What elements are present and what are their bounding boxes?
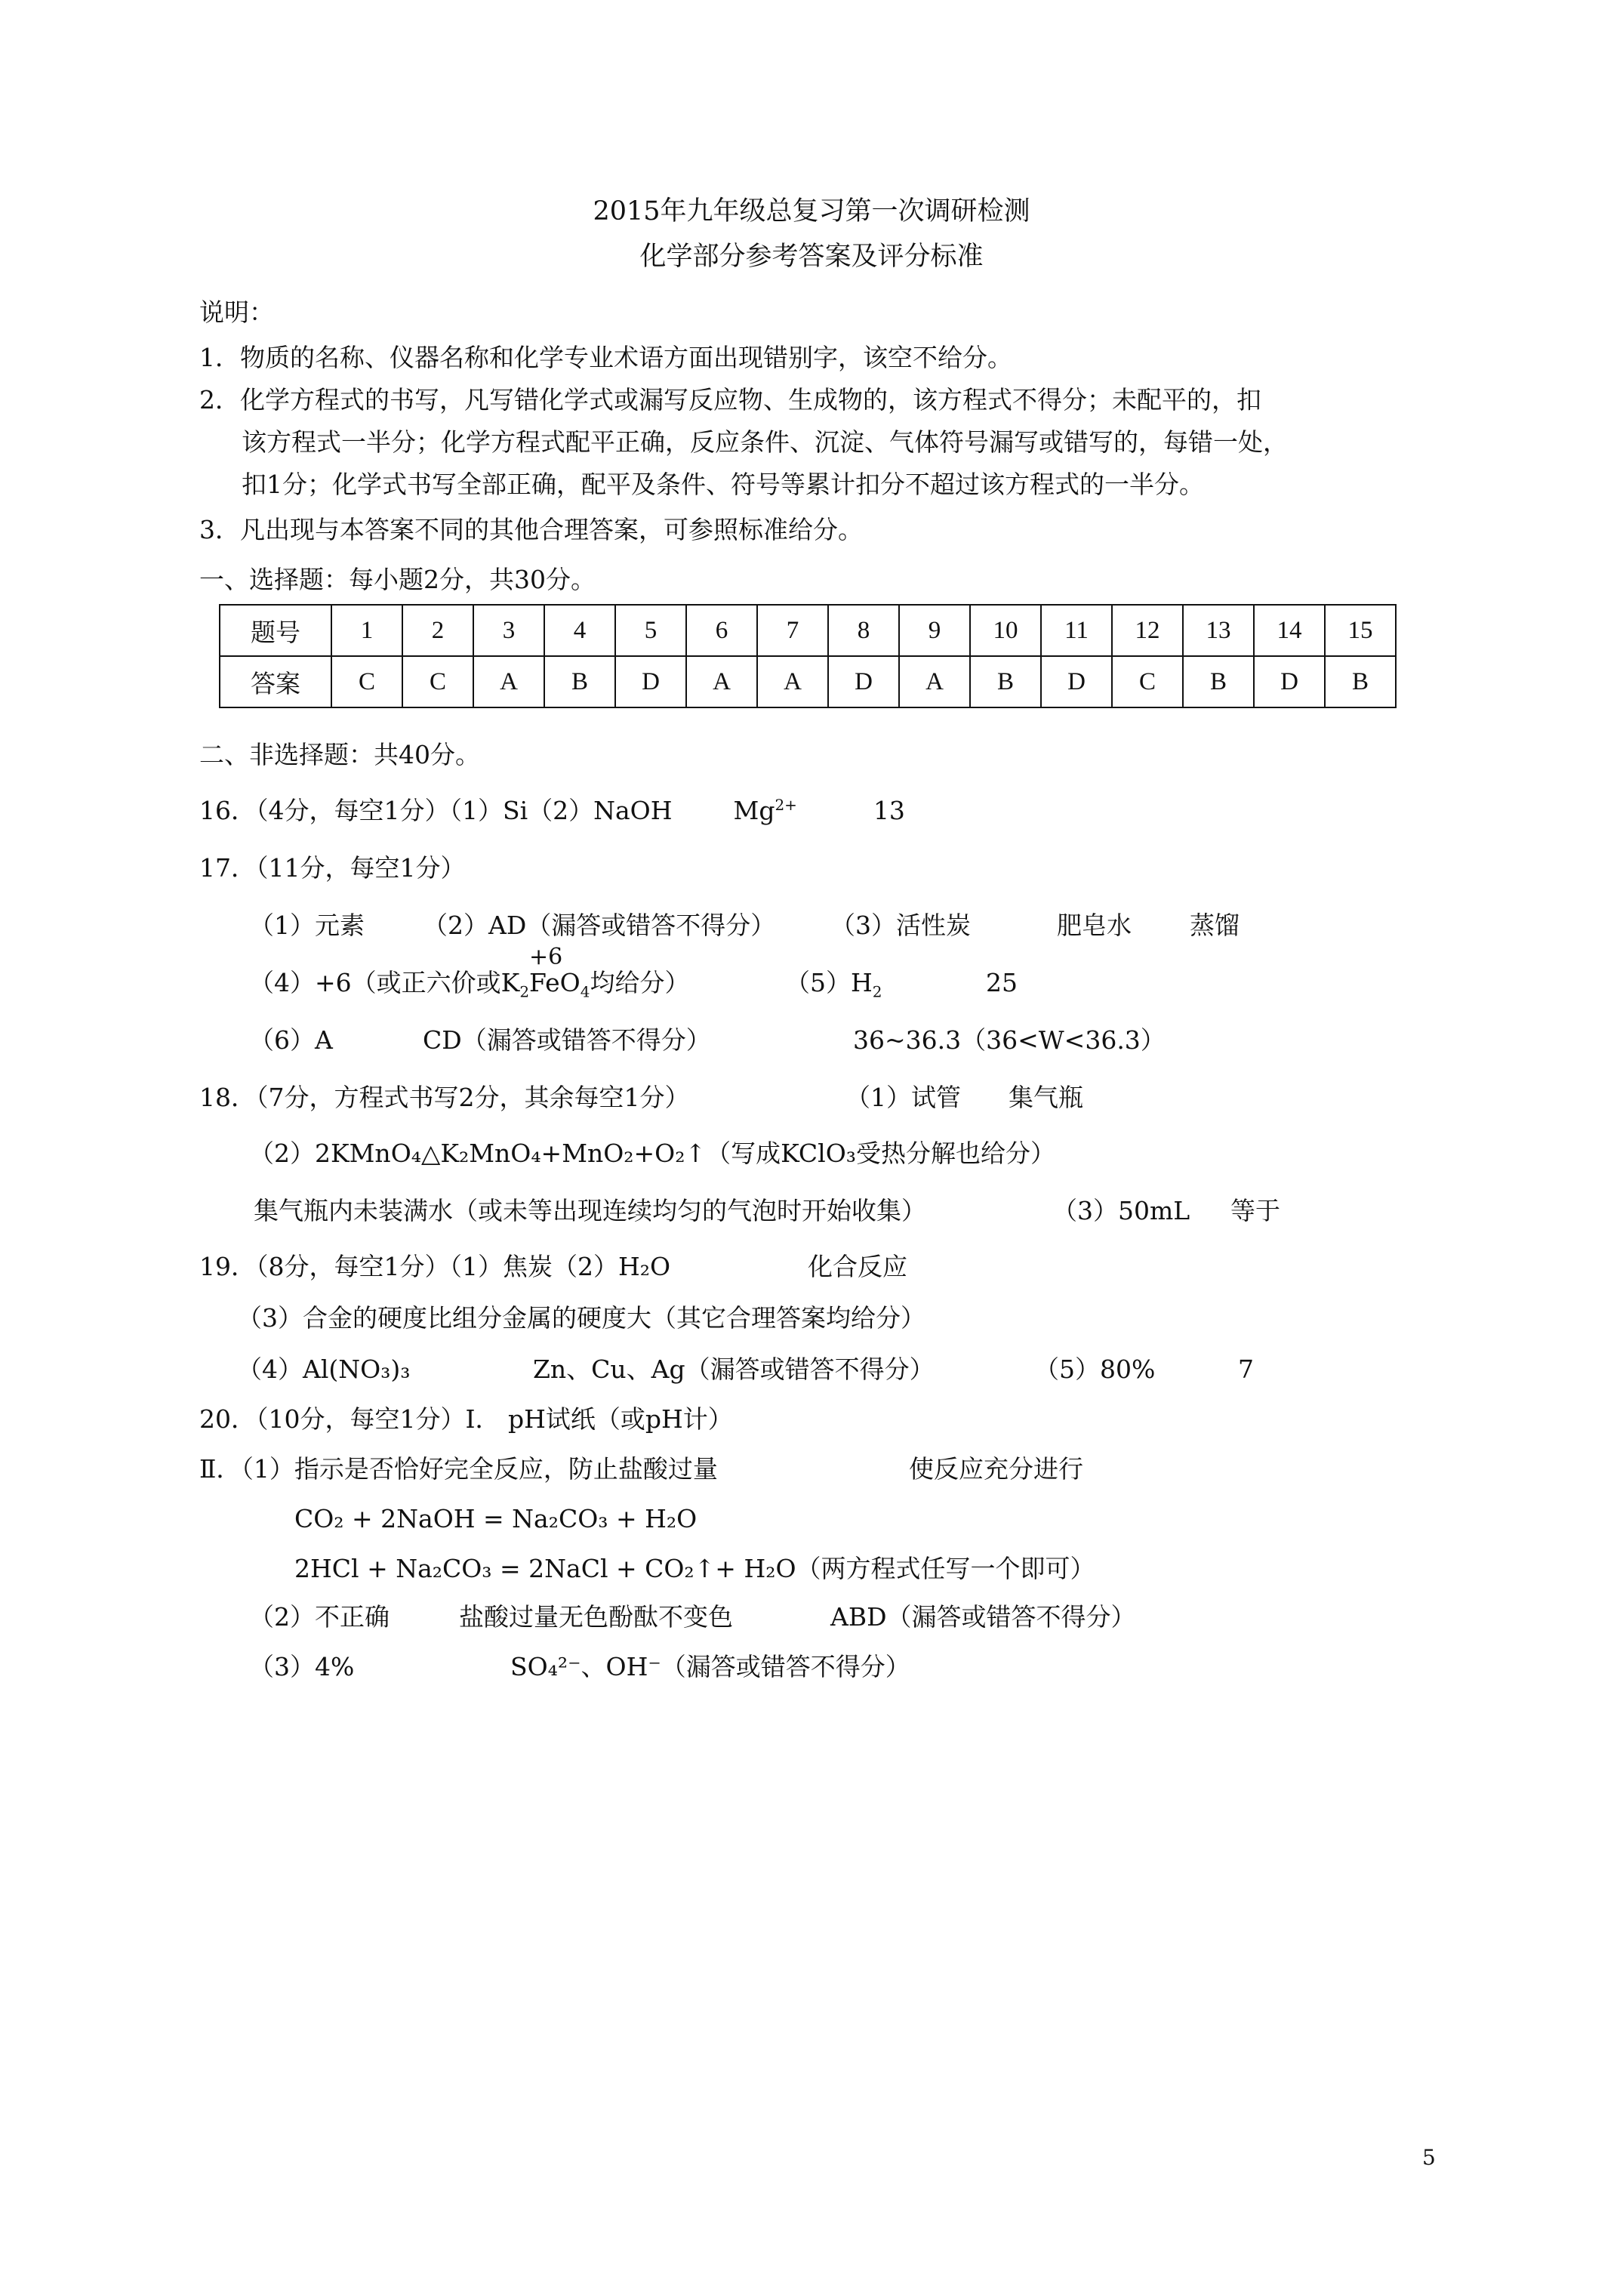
q17-2: （2）AD（漏答或错答不得分） <box>423 911 776 940</box>
page-title: 2015年九年级总复习第一次调研检测 <box>593 196 1030 227</box>
q17-3b: 肥皂水 <box>1057 911 1132 940</box>
q18-1: （1）试管 <box>845 1083 961 1112</box>
q17-5b: 25 <box>986 968 1018 997</box>
q17-4-text: （4）+6（或正六价或 <box>249 968 501 997</box>
table-cell: B <box>970 656 1041 707</box>
table-cell: 3 <box>473 605 544 656</box>
q16-mg: Mg <box>733 796 775 825</box>
table-cell: D <box>615 656 686 707</box>
table-cell: A <box>757 656 828 707</box>
table-header-number: 题号 <box>220 605 331 656</box>
answer-table <box>219 604 1397 708</box>
table-cell: C <box>402 656 473 707</box>
q19-heading: 19．（8分，每空1分）（1）焦炭（2）H₂O <box>199 1252 671 1281</box>
q20-equation-1: CO₂ + 2NaOH = Na₂CO₃ + H₂O <box>294 1504 698 1533</box>
table-cell: D <box>1254 656 1325 707</box>
table-row <box>220 605 1396 656</box>
q17-3: （3）活性炭 <box>830 911 971 940</box>
q19-2b: 化合反应 <box>808 1252 907 1281</box>
table-cell: A <box>686 656 757 707</box>
table-header-answer: 答案 <box>220 656 331 707</box>
q20-heading: 20．（10分，每空1分）Ⅰ． pH试纸（或pH计） <box>199 1404 733 1434</box>
table-cell: A <box>899 656 970 707</box>
table-cell: B <box>1325 656 1396 707</box>
table-cell: 15 <box>1325 605 1396 656</box>
q20-ii-3b: SO₄²⁻、OH⁻（漏答或错答不得分） <box>510 1652 910 1681</box>
table-cell: 14 <box>1254 605 1325 656</box>
q20-ii-2b: 盐酸过量无色酚酞不变色 <box>459 1602 733 1632</box>
page-subtitle: 化学部分参考答案及评分标准 <box>639 242 984 272</box>
table-cell: 7 <box>757 605 828 656</box>
note-2: 2．化学方程式的书写，凡写错化学式或漏写反应物、生成物的，该方程式不得分；未配平的，扣 <box>199 385 1261 415</box>
q20-ii-2c: ABD（漏答或错答不得分） <box>830 1602 1136 1632</box>
q18-2-note: 集气瓶内未装满水（或未等出现连续均匀的气泡时开始收集） <box>254 1196 926 1225</box>
note-2-cont2: 扣1分；化学式书写全部正确，配平及条件、符号等累计扣分不超过该方程式的一半分。 <box>242 470 1204 499</box>
q17-4 <box>249 944 690 1001</box>
q19-5: （5）80% <box>1034 1354 1156 1384</box>
q18-2-equation: （2）2KMnO₄△K₂MnO₄+MnO₂+O₂↑（写成KClO₃受热分解也给分） <box>249 1139 1055 1168</box>
q18-heading: 18．（7分，方程式书写2分，其余每空1分） <box>199 1083 690 1112</box>
q16-mg-charge: 2+ <box>775 796 797 814</box>
q20-ii-1b: 使反应充分进行 <box>909 1454 1083 1484</box>
q19-3: （3）合金的硬度比组分金属的硬度大（其它合理答案均给分） <box>237 1303 925 1333</box>
table-cell: 11 <box>1041 605 1112 656</box>
table-cell: 6 <box>686 605 757 656</box>
note-3: 3．凡出现与本答案不同的其他合理答案，可参照标准给分。 <box>199 515 863 544</box>
table-cell: 8 <box>828 605 899 656</box>
q17-3c: 蒸馏 <box>1190 911 1240 940</box>
q19-4: （4）Al(NO₃)₃ <box>237 1354 411 1384</box>
table-row <box>220 656 1396 707</box>
table-cell: B <box>1183 656 1254 707</box>
q18-3b: 等于 <box>1230 1196 1280 1225</box>
q16-text: 16．（4分，每空1分）（1）Si（2）NaOH <box>199 796 673 825</box>
table-cell: 9 <box>899 605 970 656</box>
q20-ii-3: （3）4% <box>249 1652 355 1681</box>
q17-4-fe: FeO <box>529 968 581 997</box>
q17-5-text: （5）H <box>785 968 873 997</box>
q16-tail: 13 <box>873 796 905 825</box>
q17-4-k-sub: 2 <box>519 982 530 1001</box>
page-number: 5 <box>1422 2145 1436 2170</box>
q17-5-sub: 2 <box>872 982 882 1001</box>
oxidation-state: +6 <box>529 944 563 970</box>
section-1-heading: 一、选择题：每小题2分，共30分。 <box>199 565 596 594</box>
table-cell: C <box>331 656 402 707</box>
table-cell: 1 <box>331 605 402 656</box>
q17-6: （6）A <box>249 1025 333 1055</box>
note-1: 1．物质的名称、仪器名称和化学专业术语方面出现错别字，该空不给分。 <box>199 343 1012 372</box>
table-cell: 10 <box>970 605 1041 656</box>
table-cell: B <box>544 656 615 707</box>
q19-4b: Zn、Cu、Ag（漏答或错答不得分） <box>533 1354 935 1384</box>
q20-equation-2: 2HCl + Na₂CO₃ = 2NaCl + CO₂↑+ H₂O（两方程式任写一个即可） <box>294 1554 1095 1583</box>
table-cell: 4 <box>544 605 615 656</box>
q17-5 <box>785 966 882 1000</box>
table-cell: C <box>1112 656 1183 707</box>
table-cell: A <box>473 656 544 707</box>
table-cell: 12 <box>1112 605 1183 656</box>
q18-3: （3）50mL <box>1052 1196 1190 1225</box>
q19-5b: 7 <box>1238 1354 1254 1384</box>
q16-line <box>199 794 905 827</box>
q17-1: （1）元素 <box>249 911 365 940</box>
q17-4-tail: 均给分） <box>590 968 690 997</box>
note-2-cont: 该方程式一半分；化学方程式配平正确，反应条件、沉淀、气体符号漏写或错写的，每错一处， <box>242 427 1288 457</box>
q20-ii-1: Ⅱ．（1）指示是否恰好完全反应，防止盐酸过量 <box>199 1454 718 1484</box>
q17-6b: CD（漏答或错答不得分） <box>423 1025 711 1055</box>
intro-label: 说明： <box>199 297 274 327</box>
q18-1b: 集气瓶 <box>1009 1083 1083 1112</box>
q20-ii-2: （2）不正确 <box>249 1602 390 1632</box>
q17-heading: 17．（11分，每空1分） <box>199 853 466 883</box>
q17-4-k: K <box>500 968 520 997</box>
table-cell: D <box>828 656 899 707</box>
q17-6c: 36~36.3（36<W<36.3） <box>853 1025 1166 1055</box>
q17-4-fe-sub: 4 <box>580 982 590 1001</box>
table-cell: 5 <box>615 605 686 656</box>
section-2-heading: 二、非选择题：共40分。 <box>199 740 480 769</box>
table-cell: 2 <box>402 605 473 656</box>
table-cell: D <box>1041 656 1112 707</box>
q17-4-feo <box>529 944 581 997</box>
table-cell: 13 <box>1183 605 1254 656</box>
